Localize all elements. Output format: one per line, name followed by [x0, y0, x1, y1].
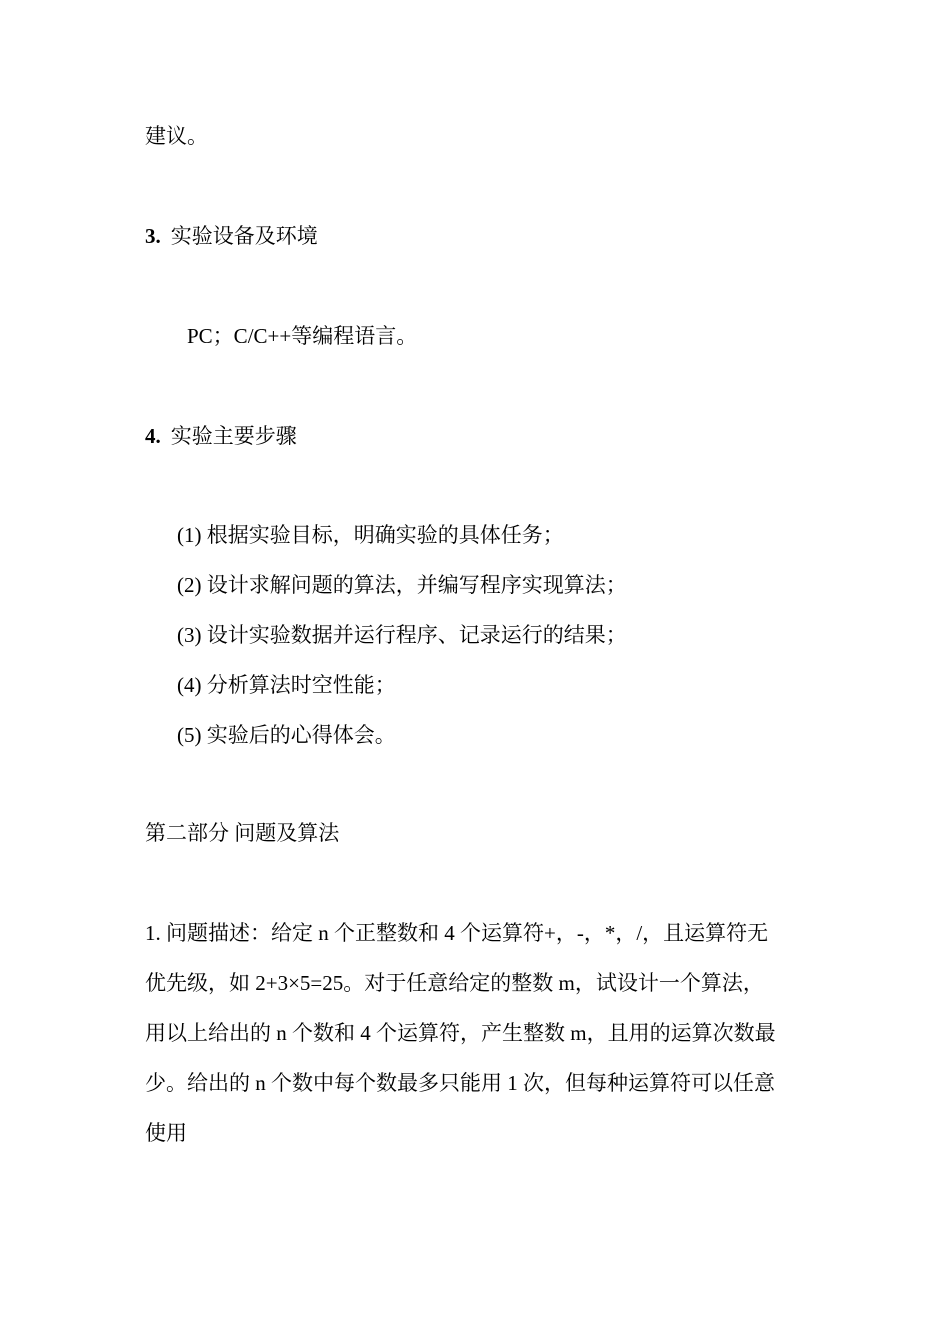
- problem-line: 用以上给出的 n 个数和 4 个运算符，产生整数 m，且用的运算次数最: [145, 1021, 776, 1045]
- problem-line: 使用: [145, 1121, 187, 1145]
- section-3-title: 实验设备及环境: [170, 224, 318, 248]
- step-item: (5) 实验后的心得体会。: [177, 723, 396, 747]
- section-4-heading: [145, 426, 297, 447]
- continuation-text: 建议。: [145, 124, 208, 148]
- step-item: (3) 设计实验数据并运行程序、记录运行的结果；: [177, 623, 627, 647]
- section-3-number: 3.: [145, 224, 161, 248]
- section-4-title: 实验主要步骤: [170, 424, 297, 448]
- part-2-title: 第二部分 问题及算法: [145, 821, 340, 845]
- problem-line: 少。给出的 n 个数中每个数最多只能用 1 次，但每种运算符可以任意: [145, 1071, 775, 1095]
- section-3-heading: [145, 226, 318, 247]
- step-item: (4) 分析算法时空性能；: [177, 673, 396, 697]
- section-4-number: 4.: [145, 424, 161, 448]
- step-item: (2) 设计求解问题的算法，并编写程序实现算法；: [177, 573, 627, 597]
- problem-line: 优先级，如 2+3×5=25。对于任意给定的整数 m，试设计一个算法，: [145, 971, 764, 995]
- problem-line: 1. 问题描述：给定 n 个正整数和 4 个运算符+，-，*，/，且运算符无: [145, 921, 769, 945]
- section-3-content: PC；C/C++等编程语言。: [187, 324, 418, 348]
- step-item: (1) 根据实验目标，明确实验的具体任务；: [177, 523, 564, 547]
